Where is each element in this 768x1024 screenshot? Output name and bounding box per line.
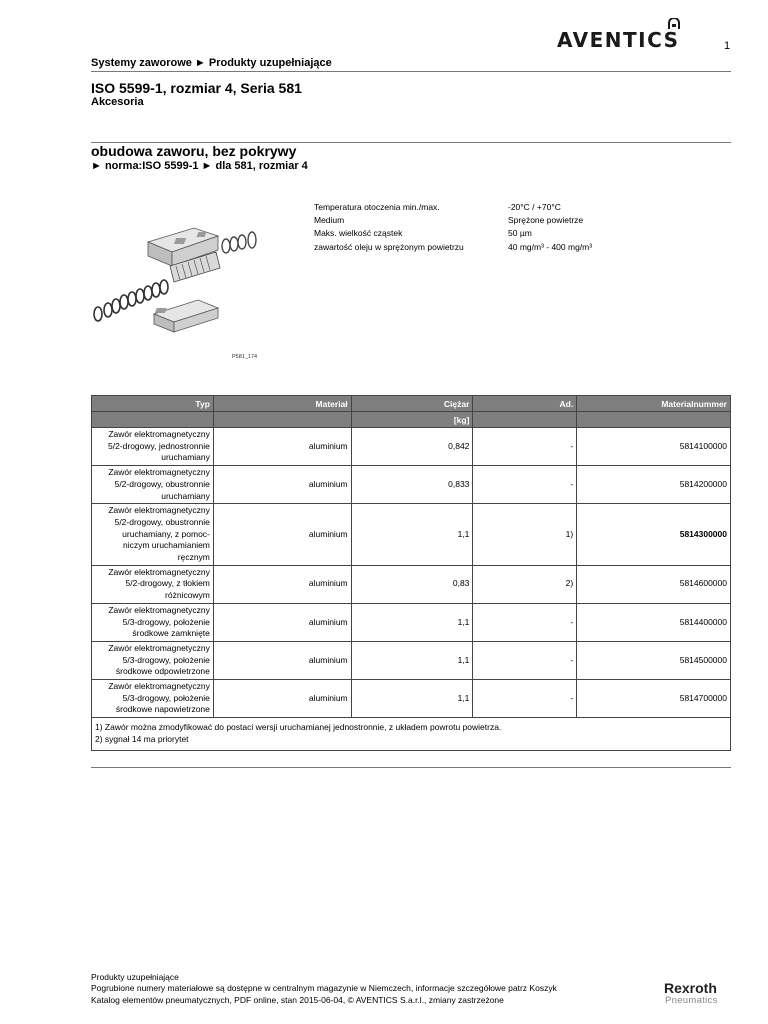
cell-material-number: 5814500000 [577,641,731,679]
rexroth-logo-subtitle: Pneumatics [665,995,718,1006]
cell-material-number: 5814400000 [577,603,731,641]
table-header-row [92,396,731,412]
cell-weight: 0,842 [351,428,473,466]
cell-typ: Zawór elektromagnetyczny 5/3-drogowy, położenie środkowe odpowietrzone [92,641,214,679]
header-material: Materiał [213,396,351,412]
cell-ad: - [473,641,577,679]
breadcrumb: Systemy zaworowe ► Produkty uzupełniające [91,57,332,69]
table-row [92,504,731,566]
footer-line: Pogrubione numery materiałowe są dostępne w centralnym magazynie w Niemczech, informacje szczegółowe patrz Koszyk [91,983,557,994]
specifications [314,201,708,254]
cell-weight: 0,833 [351,466,473,504]
valve-housing-exploded-illustration [90,222,262,334]
cell-ad: - [473,466,577,504]
unit-cell [577,412,731,428]
header-ad: Ad. [473,396,577,412]
footnote-2: 2) sygnał 14 ma priorytet [95,733,189,744]
cell-material-number: 5814100000 [577,428,731,466]
spec-value: 40 mg/m³ - 400 mg/m³ [508,241,593,252]
cell-ad: 1) [473,504,577,566]
cell-ad: - [473,680,577,718]
header-material-number: Materialnummer [577,396,731,412]
table-row [92,641,731,679]
footnote-1: 1) Zawór można zmodyfikować do postaci wersji uruchamianej jednostronnie, z układem powrotu powietrza. [95,722,502,733]
cell-typ: Zawór elektromagnetyczny 5/2-drogowy, z tłokiem różnicowym [92,565,214,603]
header-typ: Typ [92,396,214,412]
cell-typ: Zawór elektromagnetyczny 5/2-drogowy, jednostronnie uruchamiany [92,428,214,466]
cell-material-number: 5814600000 [577,565,731,603]
cell-ad: 2) [473,565,577,603]
unit-cell: [kg] [351,412,473,428]
unit-cell [213,412,351,428]
product-table [91,395,731,751]
cell-ad: - [473,603,577,641]
rexroth-logo: Rexroth [664,980,717,996]
cell-typ: Zawór elektromagnetyczny 5/2-drogowy, obustronnie uruchamiany, z pomoc- niczym uruchamianiem ręcznym [92,504,214,566]
cell-weight: 1,1 [351,603,473,641]
cell-material-number: 5814200000 [577,466,731,504]
cell-material: aluminium [213,680,351,718]
spec-value: 50 µm [508,228,532,239]
aventics-logo-mark-icon [668,18,680,30]
spec-label: Temperatura otoczenia min./max. [314,202,440,212]
footer-line: Produkty uzupełniające [91,972,179,982]
page-footer [91,972,557,1006]
table-row [92,603,731,641]
spec-value: Sprężone powietrze [508,215,584,226]
unit-cell [473,412,577,428]
spec-label: Maks. wielkość cząstek [314,228,403,239]
spec-row [314,241,708,254]
cell-material: aluminium [213,565,351,603]
cell-typ: Zawór elektromagnetyczny 5/2-drogowy, obustronnie uruchamiany [92,466,214,504]
spec-value: -20°C / +70°C [508,202,561,212]
cell-material-number: 5814700000 [577,680,731,718]
cell-weight: 0,83 [351,565,473,603]
product-title: obudowa zaworu, bez pokrywy [91,143,297,159]
cell-material: aluminium [213,428,351,466]
table-row [92,428,731,466]
spec-label: Medium [314,215,345,226]
cell-typ: Zawór elektromagnetyczny 5/3-drogowy, położenie środkowe zamknięte [92,603,214,641]
cell-typ: Zawór elektromagnetyczny 5/3-drogowy, położenie środkowe napowietrzone [92,680,214,718]
cell-weight: 1,1 [351,680,473,718]
table-row [92,680,731,718]
image-caption: P581_174 [232,354,258,360]
spec-row [314,214,708,227]
spec-row [314,227,708,240]
table-bottom-divider [91,767,731,768]
header-divider [91,71,731,72]
aventics-logo: AVENTICS [557,28,680,52]
cell-weight: 1,1 [351,641,473,679]
page-number: 1 [724,40,731,52]
product-subtitle: ► norma:ISO 5599-1 ► dla 581, rozmiar 4 [91,160,308,172]
cell-material: aluminium [213,504,351,566]
cell-material: aluminium [213,641,351,679]
section-subtitle: Akcesoria [91,96,144,108]
cell-weight: 1,1 [351,504,473,566]
cell-material-number: 5814300000 [577,504,731,566]
footnotes-row [92,718,731,750]
spec-label: zawartość oleju w sprężonym powietrzu [314,241,464,252]
spec-row [314,201,708,214]
footer-line: Katalog elementów pneumatycznych, PDF online, stan 2015-06-04, © AVENTICS S.a.r.l., zmiany zastrzeżone [91,994,504,1005]
cell-ad: - [473,428,577,466]
unit-cell [92,412,214,428]
cell-material: aluminium [213,466,351,504]
table-row [92,466,731,504]
header-weight: Ciężar [351,396,473,412]
table-units-row [92,412,731,428]
section-title: ISO 5599-1, rozmiar 4, Seria 581 [91,80,302,96]
cell-material: aluminium [213,603,351,641]
footnotes [92,718,731,750]
table-row [92,565,731,603]
